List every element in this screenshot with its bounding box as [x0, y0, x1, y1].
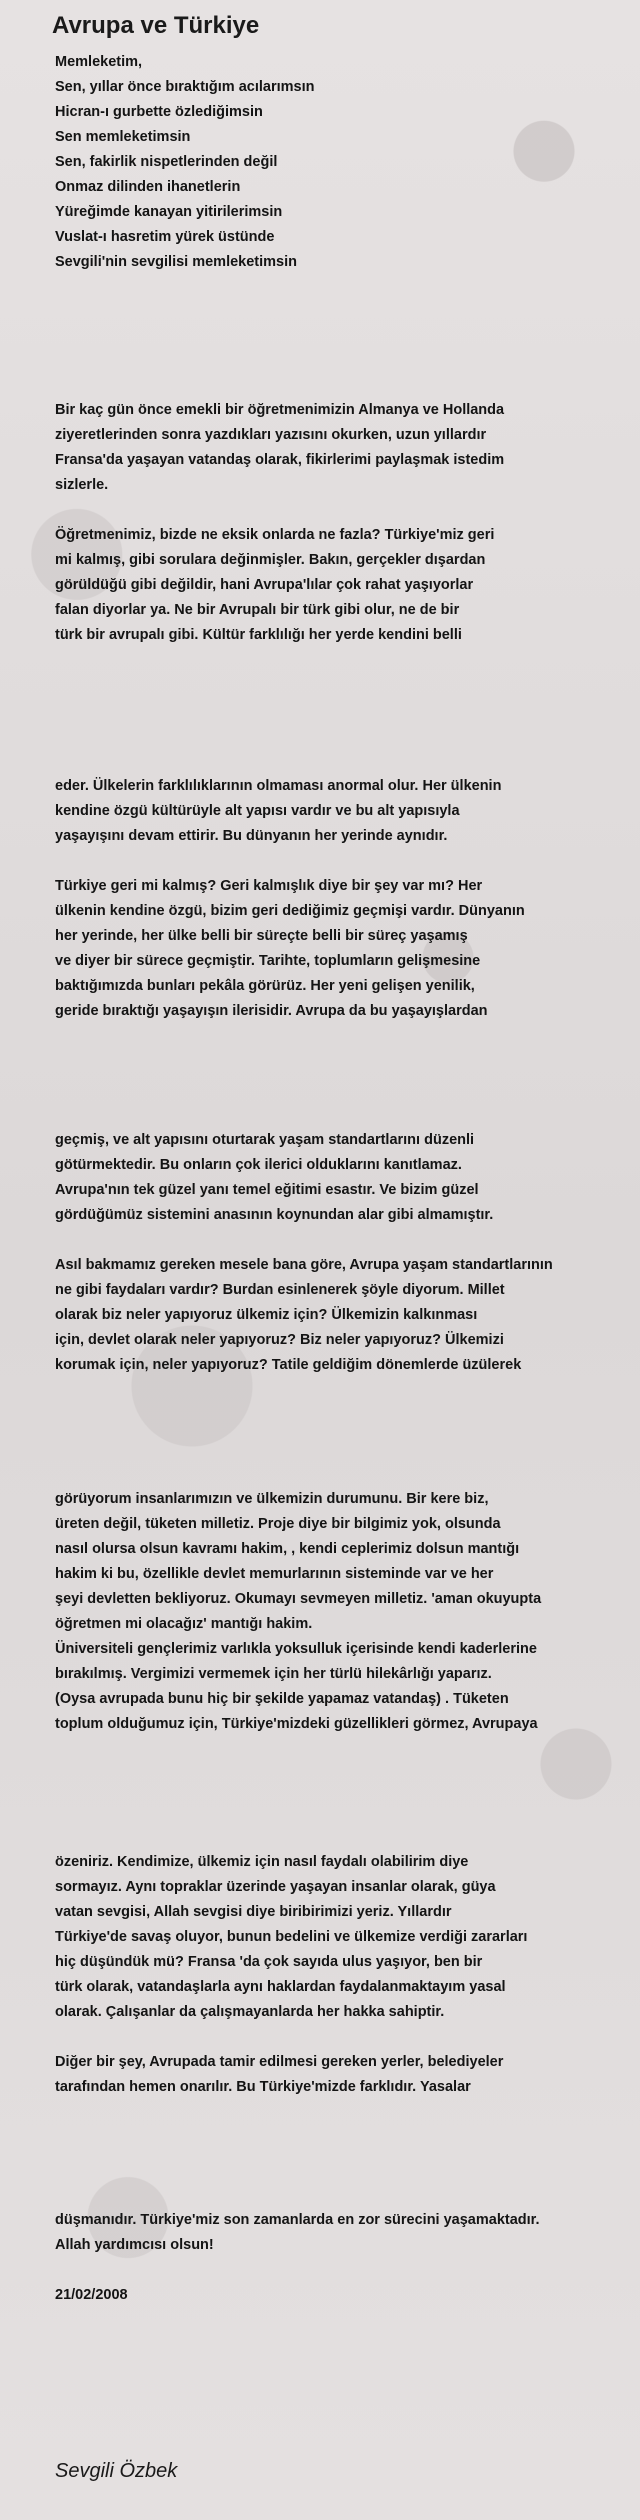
text-line: düşmanıdır. Türkiye'miz son zamanlarda en zor sürecini yaşamaktadır.	[55, 2212, 540, 2228]
text-line: vatan sevgisi, Allah sevgisi diye biribirimizi yeriz. Yıllardır	[55, 1904, 452, 1920]
text-line: özeniriz. Kendimize, ülkemiz için nasıl faydalı olabilirim diye	[55, 1854, 469, 1870]
text-line: için, devlet olarak neler yapıyoruz? Biz neler yapıyoruz? Ülkemizi	[55, 1332, 504, 1348]
text-section-5	[55, 1850, 635, 2100]
author-name: Sevgili Özbek	[55, 2460, 178, 2482]
text-line: türk bir avrupalı gibi. Kültür farklılığı her yerde kendini belli	[55, 627, 462, 643]
text-line: hiç düşündük mü? Fransa 'da çok sayıda ulus yaşıyor, ben bir	[55, 1954, 483, 1970]
text-line: hakim ki bu, özellikle devlet memurlarının sisteminde var ve her	[55, 1566, 494, 1582]
poem-title: Avrupa ve Türkiye	[52, 12, 260, 39]
text-line: sormayız. Aynı topraklar üzerinde yaşayan insanlar olarak, güya	[55, 1879, 496, 1895]
text-line: yaşayışını devam ettirir. Bu dünyanın her yerinde aynıdır.	[55, 828, 448, 844]
text-line: Bir kaç gün önce emekli bir öğretmenimizin Almanya ve Hollanda	[55, 402, 505, 418]
text-line: öğretmen mi olacağız' mantığı hakim.	[55, 1616, 313, 1632]
text-line: Sen memleketimsin	[55, 129, 191, 145]
text-line: olarak. Çalışanlar da çalışmayanlarda her hakka sahiptir.	[55, 2004, 445, 2020]
text-line: olarak biz neler yapıyoruz ülkemiz için? Ülkemizin kalkınması	[55, 1307, 478, 1323]
text-line: Yüreğimde kanayan yitirilerimsin	[55, 204, 283, 220]
text-line: Avrupa'nın tek güzel yanı temel eğitimi esastır. Ve bizim güzel	[55, 1182, 479, 1198]
text-line: Hicran-ı gurbette özlediğimsin	[55, 104, 263, 120]
text-line: Vuslat-ı hasretim yürek üstünde	[55, 229, 275, 245]
blank-line	[55, 2258, 635, 2283]
text-line: Allah yardımcısı olsun!	[55, 2237, 214, 2253]
text-line: toplum olduğumuz için, Türkiye'mizdeki güzellikleri görmez, Avrupaya	[55, 1716, 538, 1732]
text-line: Diğer bir şey, Avrupada tamir edilmesi gereken yerler, belediyeler	[55, 2054, 504, 2070]
text-line: Asıl bakmamız gereken mesele bana göre, Avrupa yaşam standartlarının	[55, 1257, 553, 1273]
text-section-2	[55, 774, 635, 1024]
text-line: mi kalmış, gibi sorulara değinmişler. Bakın, gerçekler dışardan	[55, 552, 486, 568]
text-line: Onmaz dilinden ihanetlerin	[55, 179, 241, 195]
text-line: korumak için, neler yapıyoruz? Tatile geldiğim dönemlerde üzülerek	[55, 1357, 522, 1373]
text-line: görüyorum insanlarımızın ve ülkemizin durumunu. Bir kere biz,	[55, 1491, 489, 1507]
text-line: tarafından hemen onarılır. Bu Türkiye'mizde farklıdır. Yasalar	[55, 2079, 471, 2095]
text-line: ziyeretlerinden sonra yazdıkları yazısını okurken, uzun yıllardır	[55, 427, 487, 443]
text-line: bırakılmış. Vergimizi vermemek için her türlü hilekârlığı yaparız.	[55, 1666, 492, 1682]
text-line: götürmektedir. Bu onların çok ilerici olduklarını kanıtlamaz.	[55, 1157, 462, 1173]
text-line: gördüğümüz sistemini anasının koynundan alar gibi almamıştır.	[55, 1207, 494, 1223]
text-line: Üniversiteli gençlerimiz varlıkla yoksulluk içerisinde kendi kaderlerine	[55, 1641, 537, 1657]
text-line: ne gibi faydaları vardır? Burdan esinlenerek şöyle diyorum. Millet	[55, 1282, 505, 1298]
text-line: eder. Ülkelerin farklılıklarının olmaması anormal olur. Her ülkenin	[55, 778, 502, 794]
text-line: geride bıraktığı yaşayışın ilerisidir. Avrupa da bu yaşayışlardan	[55, 1003, 488, 1019]
text-line: Fransa'da yaşayan vatandaş olarak, fikirlerimi paylaşmak istedim	[55, 452, 505, 468]
text-line: Öğretmenimiz, bizde ne eksik onlarda ne fazla? Türkiye'miz geri	[55, 527, 495, 543]
blank-line	[55, 2025, 635, 2050]
text-line: sizlerle.	[55, 477, 109, 493]
text-line: 21/02/2008	[55, 2287, 128, 2303]
text-section-3	[55, 1128, 635, 1378]
text-line: baktığımızda bunları pekâla görürüz. Her yeni gelişen yenilik,	[55, 978, 475, 994]
text-line: falan diyorlar ya. Ne bir Avrupalı bir türk gibi olur, ne de bir	[55, 602, 460, 618]
text-section-1	[55, 398, 635, 648]
blank-line	[55, 498, 635, 523]
text-line: Sen, yıllar önce bıraktığım acılarımsın	[55, 79, 315, 95]
text-line: ve diyer bir sürece geçmiştir. Tarihte, toplumların gelişmesine	[55, 953, 481, 969]
text-line: geçmiş, ve alt yapısını oturtarak yaşam standartlarını düzenli	[55, 1132, 475, 1148]
text-line: Sevgili'nin sevgilisi memleketimsin	[55, 254, 297, 270]
text-line: Türkiye'de savaş oluyor, bunun bedelini ve ülkemize verdiği zararları	[55, 1929, 528, 1945]
text-line: türk olarak, vatandaşlarla aynı haklardan faydalanmaktayım yasal	[55, 1979, 506, 1995]
text-line: her yerinde, her ülke belli bir süreçte belli bir süreç yaşamış	[55, 928, 468, 944]
text-line: Sen, fakirlik nispetlerinden değil	[55, 154, 278, 170]
text-line: üreten değil, tüketen milletiz. Proje diye bir bilgimiz yok, olsunda	[55, 1516, 501, 1532]
poem-stanza	[55, 50, 635, 275]
blank-line	[55, 1228, 635, 1253]
text-line: Memleketim,	[55, 54, 143, 70]
text-line: görüldüğü gibi değildir, hani Avrupa'lılar çok rahat yaşıyorlar	[55, 577, 474, 593]
text-line: ülkenin kendine özgü, bizim geri dediğimiz geçmişi vardır. Dünyanın	[55, 903, 525, 919]
text-section-4	[55, 1487, 635, 1737]
text-line: (Oysa avrupada bunu hiç bir şekilde yapamaz vatandaş) . Tüketen	[55, 1691, 509, 1707]
text-line: kendine özgü kültürüyle alt yapısı vardır ve bu alt yapısıyla	[55, 803, 460, 819]
text-line: şeyi devletten bekliyoruz. Okumayı sevmeyen milletiz. 'aman okuyupta	[55, 1591, 542, 1607]
text-section-6	[55, 2208, 635, 2308]
text-line: Türkiye geri mi kalmış? Geri kalmışlık diye bir şey var mı? Her	[55, 878, 483, 894]
blank-line	[55, 849, 635, 874]
text-line: nasıl olursa olsun kavramı hakim, , kendi ceplerimiz dolsun mantığı	[55, 1541, 520, 1557]
